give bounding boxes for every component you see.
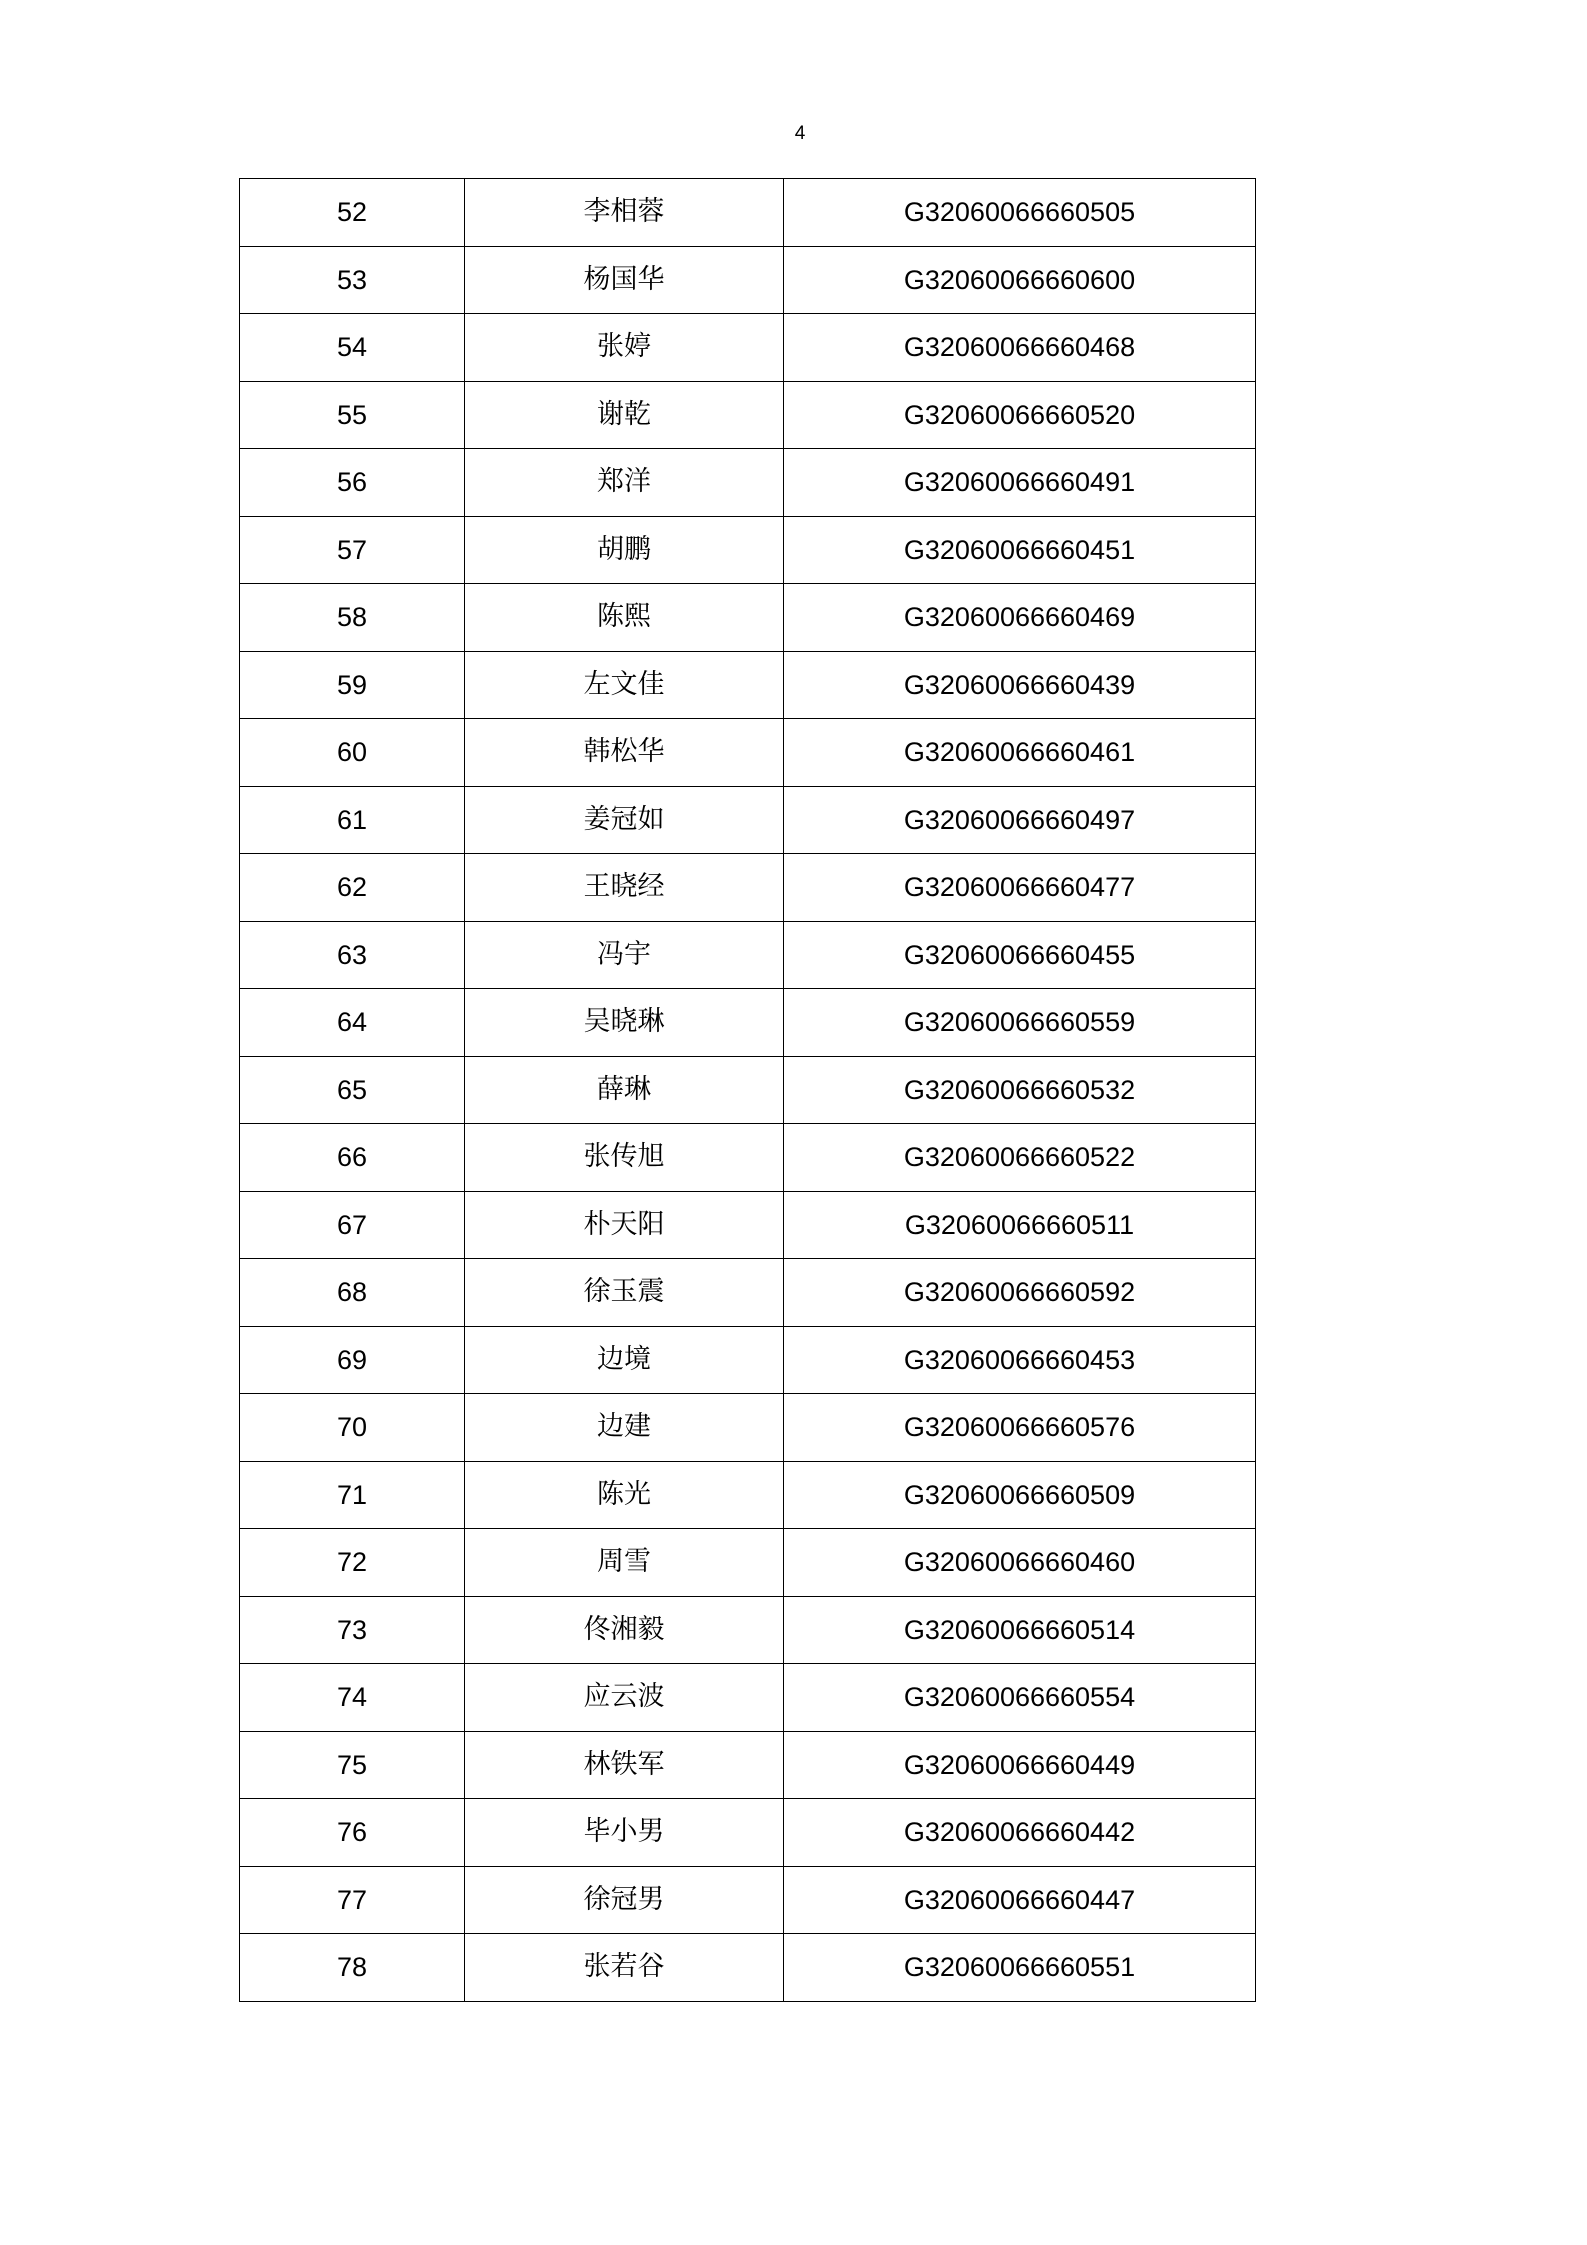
row-index-cell: 56 [240, 449, 465, 517]
table-row [240, 449, 1256, 517]
row-code-cell: G32060066660461 [784, 719, 1256, 787]
row-index-cell: 55 [240, 381, 465, 449]
row-name-cell: 杨国华 [465, 246, 784, 314]
row-code-cell: G32060066660559 [784, 989, 1256, 1057]
row-code-cell: G32060066660453 [784, 1326, 1256, 1394]
table-row [240, 1664, 1256, 1732]
row-index-cell: 76 [240, 1799, 465, 1867]
row-code-cell: G32060066660532 [784, 1056, 1256, 1124]
row-name-cell: 边境 [465, 1326, 784, 1394]
row-code-cell: G32060066660600 [784, 246, 1256, 314]
row-code-cell: G32060066660551 [784, 1934, 1256, 2002]
row-index-cell: 62 [240, 854, 465, 922]
table-row [240, 1124, 1256, 1192]
row-code-cell: G32060066660522 [784, 1124, 1256, 1192]
row-name-cell: 谢乾 [465, 381, 784, 449]
row-name-cell: 林铁军 [465, 1731, 784, 1799]
table-row [240, 1799, 1256, 1867]
row-name-cell: 王晓经 [465, 854, 784, 922]
row-code-cell: G32060066660511 [784, 1191, 1256, 1259]
row-name-cell: 毕小男 [465, 1799, 784, 1867]
row-code-cell: G32060066660468 [784, 314, 1256, 382]
row-code-cell: G32060066660455 [784, 921, 1256, 989]
table-row [240, 1394, 1256, 1462]
row-name-cell: 周雪 [465, 1529, 784, 1597]
row-index-cell: 57 [240, 516, 465, 584]
row-name-cell: 李相蓉 [465, 179, 784, 247]
row-index-cell: 69 [240, 1326, 465, 1394]
table-row [240, 1259, 1256, 1327]
table-row [240, 516, 1256, 584]
row-index-cell: 53 [240, 246, 465, 314]
row-name-cell: 左文佳 [465, 651, 784, 719]
table-row [240, 314, 1256, 382]
row-index-cell: 58 [240, 584, 465, 652]
row-name-cell: 陈光 [465, 1461, 784, 1529]
row-name-cell: 边建 [465, 1394, 784, 1462]
row-code-cell: G32060066660477 [784, 854, 1256, 922]
row-name-cell: 徐玉震 [465, 1259, 784, 1327]
row-name-cell: 佟湘毅 [465, 1596, 784, 1664]
row-index-cell: 63 [240, 921, 465, 989]
roster-table [239, 178, 1256, 2002]
table-row [240, 989, 1256, 1057]
table-row [240, 1056, 1256, 1124]
table-row [240, 1596, 1256, 1664]
table-row [240, 179, 1256, 247]
row-name-cell: 张婷 [465, 314, 784, 382]
row-index-cell: 71 [240, 1461, 465, 1529]
row-name-cell: 朴天阳 [465, 1191, 784, 1259]
table-row [240, 584, 1256, 652]
row-index-cell: 54 [240, 314, 465, 382]
row-name-cell: 张传旭 [465, 1124, 784, 1192]
row-code-cell: G32060066660514 [784, 1596, 1256, 1664]
row-name-cell: 张若谷 [465, 1934, 784, 2002]
page-number: 4 [794, 123, 806, 144]
row-index-cell: 60 [240, 719, 465, 787]
table-row [240, 921, 1256, 989]
row-index-cell: 72 [240, 1529, 465, 1597]
table-row [240, 1934, 1256, 2002]
row-name-cell: 吴晓琳 [465, 989, 784, 1057]
row-index-cell: 73 [240, 1596, 465, 1664]
row-index-cell: 70 [240, 1394, 465, 1462]
row-index-cell: 64 [240, 989, 465, 1057]
table-row [240, 1529, 1256, 1597]
row-name-cell: 韩松华 [465, 719, 784, 787]
row-index-cell: 66 [240, 1124, 465, 1192]
row-index-cell: 75 [240, 1731, 465, 1799]
row-code-cell: G32060066660576 [784, 1394, 1256, 1462]
row-index-cell: 74 [240, 1664, 465, 1732]
table-row [240, 1866, 1256, 1934]
row-code-cell: G32060066660505 [784, 179, 1256, 247]
row-name-cell: 冯宇 [465, 921, 784, 989]
row-index-cell: 67 [240, 1191, 465, 1259]
row-code-cell: G32060066660491 [784, 449, 1256, 517]
row-index-cell: 78 [240, 1934, 465, 2002]
row-index-cell: 65 [240, 1056, 465, 1124]
table-row [240, 1326, 1256, 1394]
row-code-cell: G32060066660451 [784, 516, 1256, 584]
table-row [240, 381, 1256, 449]
row-index-cell: 52 [240, 179, 465, 247]
table-row [240, 719, 1256, 787]
roster-table-body [240, 179, 1256, 2002]
row-code-cell: G32060066660497 [784, 786, 1256, 854]
row-code-cell: G32060066660447 [784, 1866, 1256, 1934]
row-index-cell: 68 [240, 1259, 465, 1327]
table-row [240, 786, 1256, 854]
row-name-cell: 徐冠男 [465, 1866, 784, 1934]
row-code-cell: G32060066660592 [784, 1259, 1256, 1327]
row-name-cell: 姜冠如 [465, 786, 784, 854]
row-index-cell: 77 [240, 1866, 465, 1934]
row-name-cell: 陈熙 [465, 584, 784, 652]
row-index-cell: 61 [240, 786, 465, 854]
row-code-cell: G32060066660554 [784, 1664, 1256, 1732]
row-name-cell: 胡鹏 [465, 516, 784, 584]
row-code-cell: G32060066660469 [784, 584, 1256, 652]
table-row [240, 246, 1256, 314]
table-row [240, 1191, 1256, 1259]
row-code-cell: G32060066660509 [784, 1461, 1256, 1529]
row-code-cell: G32060066660520 [784, 381, 1256, 449]
table-row [240, 1731, 1256, 1799]
table-row [240, 1461, 1256, 1529]
row-name-cell: 薛琳 [465, 1056, 784, 1124]
row-index-cell: 59 [240, 651, 465, 719]
table-row [240, 854, 1256, 922]
row-code-cell: G32060066660449 [784, 1731, 1256, 1799]
row-code-cell: G32060066660460 [784, 1529, 1256, 1597]
row-name-cell: 应云波 [465, 1664, 784, 1732]
row-code-cell: G32060066660439 [784, 651, 1256, 719]
row-code-cell: G32060066660442 [784, 1799, 1256, 1867]
row-name-cell: 郑洋 [465, 449, 784, 517]
table-row [240, 651, 1256, 719]
